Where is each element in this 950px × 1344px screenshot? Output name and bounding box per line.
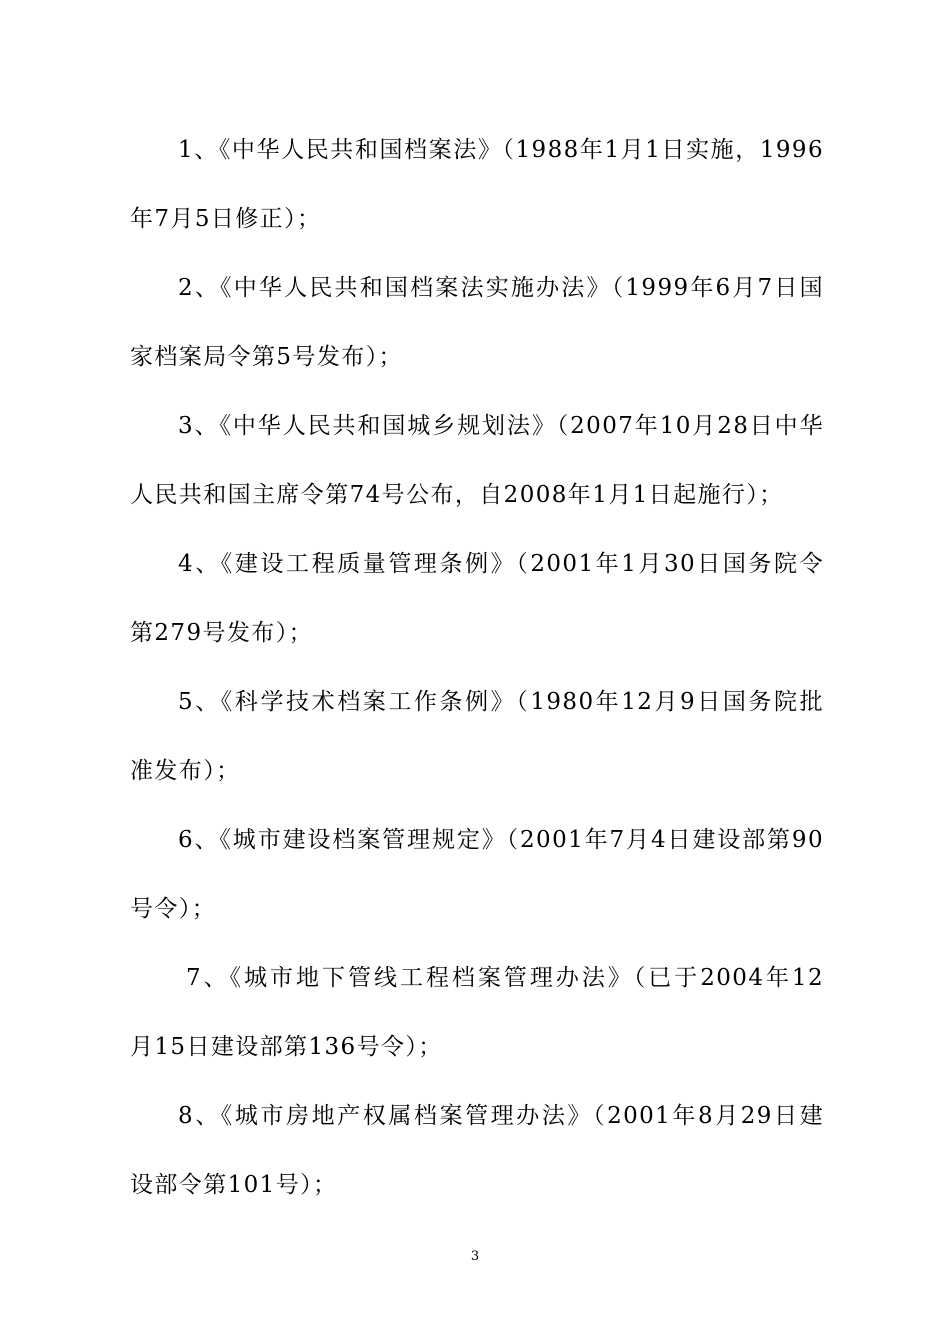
list-item-first-line: 3、《中华人民共和国城乡规划法》（2007年10月28日中华 <box>178 413 824 439</box>
list-item <box>130 1094 824 1232</box>
list-item-continuation-line: 月15日建设部第136号令）； <box>130 1034 443 1060</box>
list-item-continuation-line: 家档案局令第5号发布）； <box>130 344 403 370</box>
list-item-first-line: 8、《城市房地产权属档案管理办法》（2001年8月29日建 <box>178 1103 824 1129</box>
list-item-first-line: 7、《城市地下管线工程档案管理办法》（已于2004年12 <box>186 965 824 991</box>
list-item-continuation-line: 准发布）； <box>130 758 241 784</box>
list-item-first-line: 1、《中华人民共和国档案法》（1988年1月1日实施，1996 <box>178 137 824 163</box>
list-item-continuation-line: 号令）； <box>130 896 217 922</box>
list-item-continuation-line: 人民共和国主席令第74号公布，自2008年1月1日起施行）； <box>130 482 784 508</box>
list-item <box>130 542 824 680</box>
list-item-continuation-line: 第279号发布）； <box>130 620 313 646</box>
list-item <box>130 818 824 956</box>
list-item <box>130 680 824 818</box>
list-item-first-line: 2、《中华人民共和国档案法实施办法》（1999年6月7日国 <box>178 275 824 301</box>
page-number: 3 <box>470 1249 480 1264</box>
list-item-first-line: 6、《城市建设档案管理规定》（2001年7月4日建设部第90 <box>178 827 824 853</box>
list-item <box>130 266 824 404</box>
regulation-list <box>130 128 824 1232</box>
list-item-first-line: 4、《建设工程质量管理条例》（2001年1月30日国务院令 <box>178 551 824 577</box>
list-item <box>130 956 824 1094</box>
list-item-continuation-line: 年7月5日修正）； <box>130 206 322 232</box>
list-item-continuation-line: 设部令第101号）； <box>130 1172 338 1198</box>
list-item <box>130 404 824 542</box>
list-item <box>130 128 824 266</box>
list-item-first-line: 5、《科学技术档案工作条例》（1980年12月9日国务院批 <box>178 689 824 715</box>
